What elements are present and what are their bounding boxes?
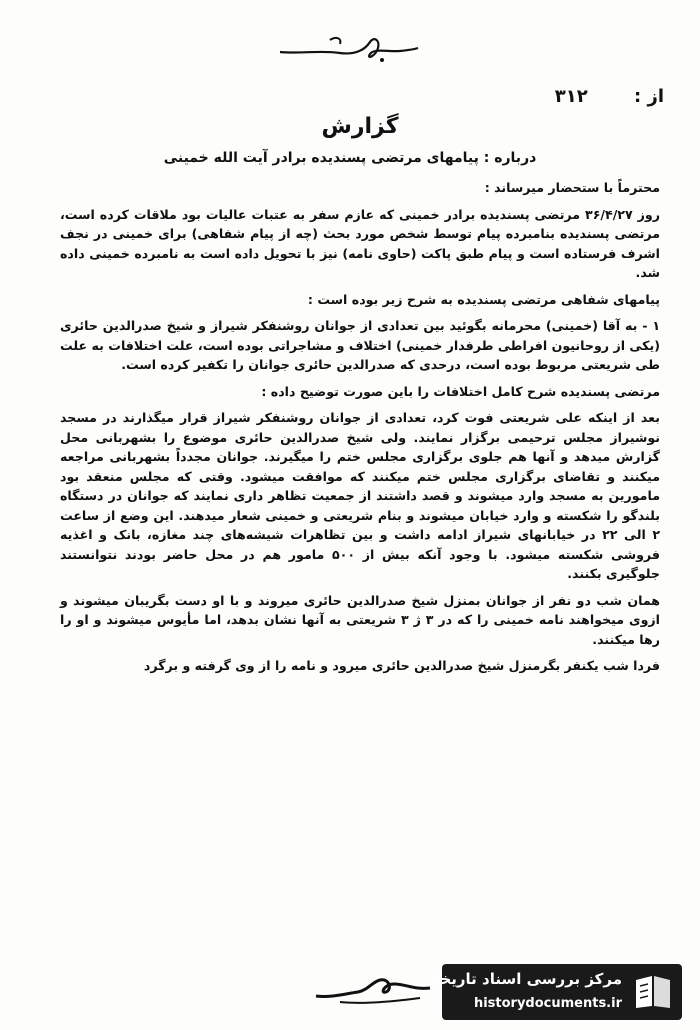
paragraph: پیامهای شفاهی مرتضی پسندیده به شرح زیر بوده است : [307, 291, 660, 307]
top-signature [270, 30, 420, 70]
paragraph: روز ۳۶/۴/۲۷ مرتضی پسندیده برادر خمینی که عازم سفر به عتبات عالیات بود ملاقات کرده است، مرتضی پسندیده بنامبرده پیام توسط شخص مورد بحث (چه از پیام شفاهی) برای خمینی در نجف اشرف فرستاده است و پیام طبق پاکت (حاوی نامه) نیز با تحویل داده است به نامبرده خمینی داده شد. [60, 206, 660, 281]
report-title: گزارش [321, 114, 399, 139]
document-number-value: ۳۱۲ [554, 86, 588, 107]
paragraph: محترماً با ستحضار میرساند : [484, 180, 660, 195]
paragraph: فردا شب یکنفر بگرمنزل شیخ صدرالدین حائری میرود و نامه را از وی گرفته و برگرد [143, 658, 660, 674]
book-logo-icon [632, 972, 674, 1012]
report-subject: درباره : پیامهای مرتضی پسندیده برادر آیت الله خمینی [163, 150, 537, 166]
paragraph: ۱ - به آقا (خمینی) محرمانه بگوئید بین تعدادی از جوانان روشنفکر شیراز و شیخ صدرالدین حائری (یکی از روحانیون افراطی طرفدار خمینی) اختلاف و مشاجراتی بوده است، علت اختلافات به علت طی شریعتی مربوط بوده است، درحدی که صدرالدین حائری جوانان را تکفیر کرده است. [60, 318, 660, 373]
bottom-signature [310, 968, 440, 1008]
document-number-label: از : [634, 86, 664, 107]
watermark-url: historydocuments.ir [473, 996, 622, 1011]
document-number [555, 86, 664, 107]
watermark-title: مرکز بررسی اسناد تاریخی [425, 970, 622, 988]
paragraph: همان شب دو نفر از جوانان بمنزل شیخ صدرالدین حائری میروند و با او دست بگریبان میشوند و ازوی میخواهند نامه خمینی را که در ۳ ژ ۳ شریعتی به آنها نشان بدهد، اما مأیوس میشوند و او را رها میکنند. [60, 592, 660, 647]
paragraph: مرتضی پسندیده شرح کامل اختلافات را باین صورت توضیح داده : [261, 383, 660, 399]
report-body [60, 178, 660, 683]
paragraph: بعد از اینکه علی شریعتی فوت کرد، تعدادی از جوانان روشنفکر شیراز قرار میگذارند در مسجد نوشیراز مجلس ترحیمی برگزار نمایند. ولی شیخ صدرالدین حائری موضوع را بشهربانی محل گزارش میدهد و آنها هم جلوی برگزاری مجلس ختم را میگیرند. جوانان مجدداً بشهربانی مراجعه میکنند و تقاضای برگزاری مجلس ختم میکنند که موافقت میشود. وقتی که مجلس منعقد بود مامورین به مسجد وارد میشوند و قصد داشتند از جمعیت تظاهر داری نمایند که جوانان در دستگاه بلندگو را شکسته و وارد خیابان میشوند و بنام شریعتی و خمینی شعار میدهند. این وضع از ساعت ۲ الی ۲۲ در خیابانهای شیراز ادامه داشت و بین تظاهرات شیشه‌های چند مغازه، بانک و اغذیه فروشی شکسته میشود. با وجود آنکه بیش از ۵۰۰ مامور هم در محل حاضر بودند نتوانستند جلوگیری بکنند. [60, 410, 660, 582]
archive-watermark [425, 964, 682, 1020]
